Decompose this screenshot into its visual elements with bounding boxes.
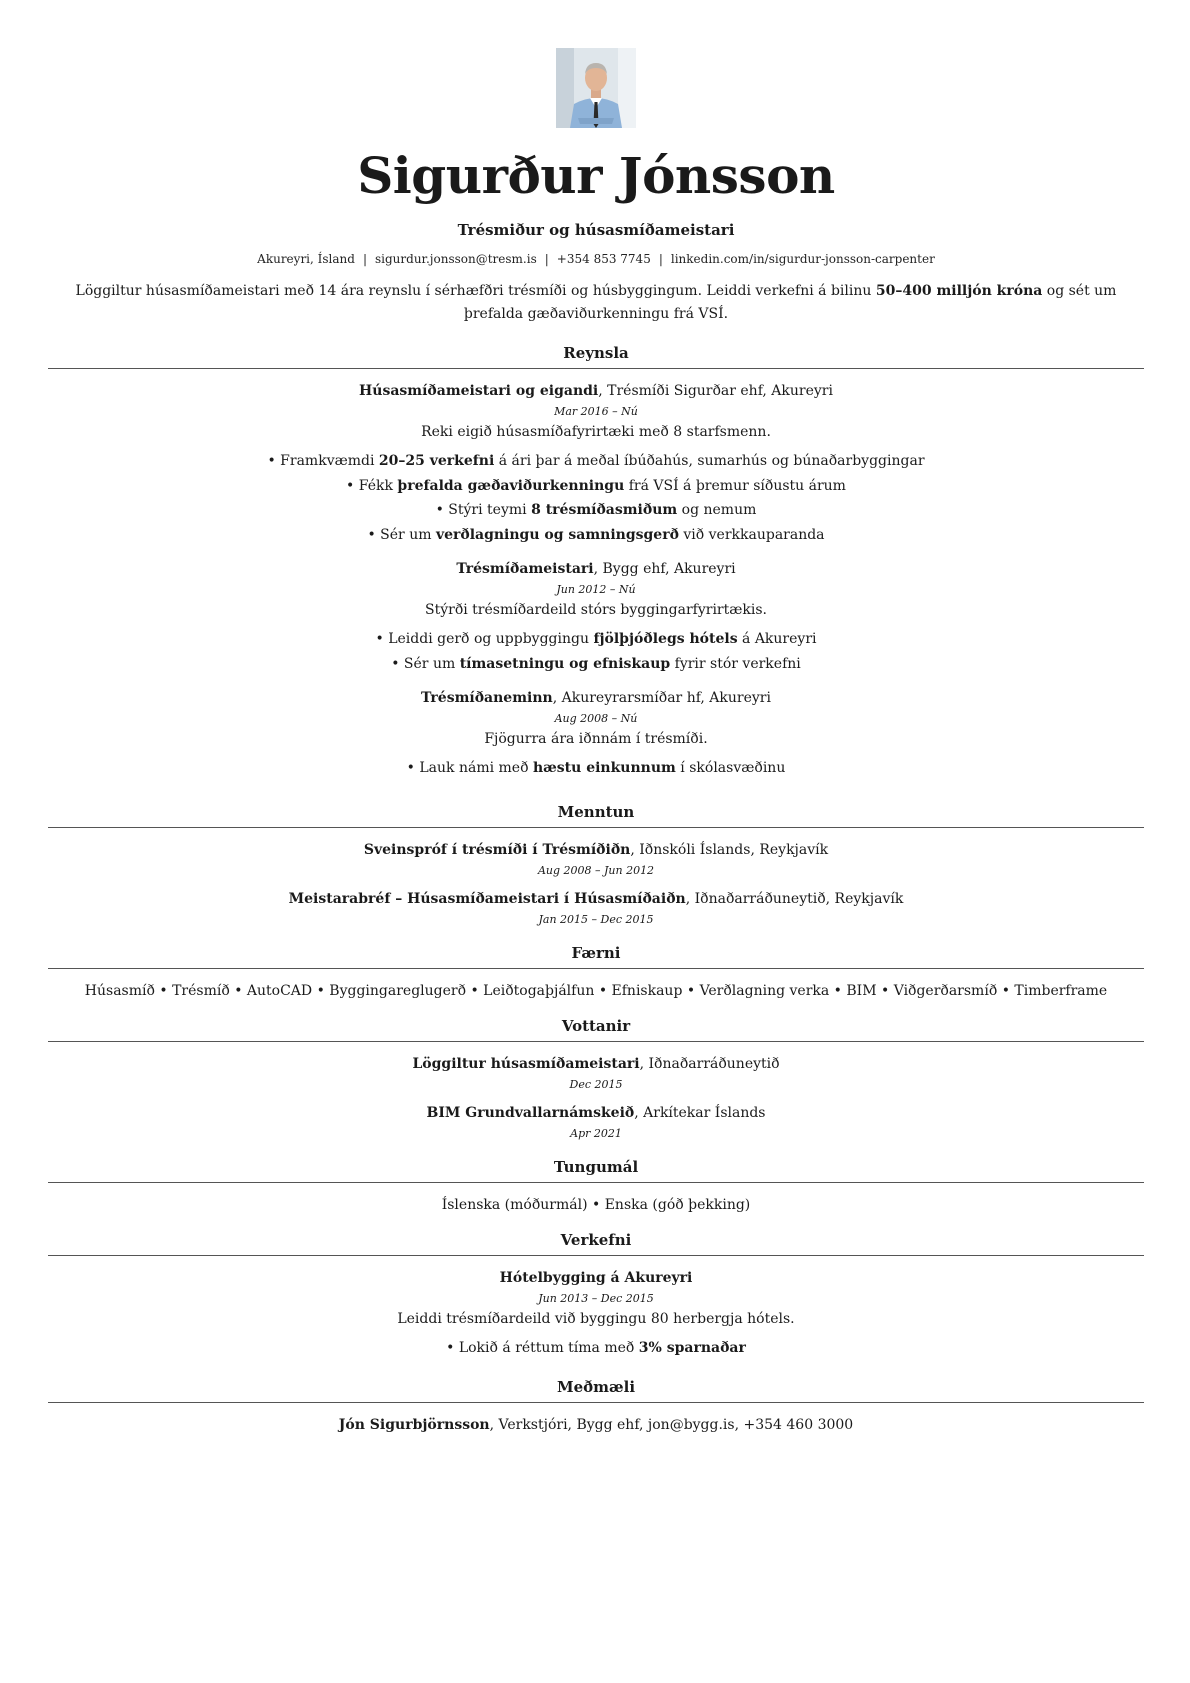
reference-entry (48, 1417, 1144, 1433)
section-education (48, 803, 1144, 926)
emphasis-text: 20–25 verkefni (378, 453, 495, 469)
text-run: í skólasvæðinu (675, 760, 786, 776)
entry-organization: , Iðnskóli Íslands, Reykjavík (630, 841, 829, 858)
entry-organization: , Iðnaðarráðuneytið (639, 1055, 780, 1072)
section-projects (48, 1231, 1144, 1361)
entry-date: Jan 2015 – Dec 2015 (538, 912, 654, 926)
text-run: • Sér um (391, 655, 460, 672)
text-run: frá VSÍ á þremur síðustu árum (624, 477, 846, 494)
bullet-item (48, 756, 1144, 781)
text-run: við verkkauparanda (678, 526, 825, 543)
text-run: og sét um þrefalda gæðaviðurkenningu frá VSÍ. (463, 283, 1117, 322)
entry-date: Aug 2008 – Nú (554, 712, 638, 725)
emphasis-text: þrefalda gæðaviðurkenningu (397, 477, 625, 494)
text-run: • Lauk námi með (406, 760, 533, 776)
entry-role: Sveinspróf í trésmíði í Trésmíðiðn (363, 841, 631, 858)
bullet-item (48, 498, 1144, 523)
entry (48, 690, 1144, 781)
text-run: • Framkvæmdi (267, 453, 379, 469)
emphasis-text: fjölþjóðlegs hótels (593, 631, 738, 647)
emphasis-text: 3% sparnaðar (638, 1339, 746, 1356)
entry-date: Mar 2016 – Nú (554, 405, 638, 418)
entry-description: Reki eigið húsasmíðafyrirtæki með 8 starfsmenn. (421, 424, 771, 440)
entry-description: Fjögurra ára iðnnám í trésmíði. (484, 731, 708, 747)
bullet-list (48, 756, 1144, 781)
entry-role: Meistarabréf – Húsasmíðameistari í Húsasmíðaiðn (288, 890, 686, 907)
entry (48, 1270, 1144, 1361)
text-run: Löggiltur húsasmíðameistari með 14 ára reynslu í sérhæfðri trésmíði og húsbyggingum. Leiddi verkefni á bilinu (75, 283, 876, 299)
entry-date: Jun 2012 – Nú (556, 583, 636, 596)
emphasis-text: verðlagningu og samningsgerð (435, 526, 679, 543)
contact-email[interactable]: sigurdur.jonsson@tresm.is (375, 252, 537, 266)
entry-role: Trésmíðaneminn (421, 690, 553, 706)
candidate-name: Sigurður Jónsson (357, 146, 835, 205)
reference-name: Jón Sigurbjörnsson (338, 1417, 490, 1433)
entry-heading (48, 690, 1144, 706)
section-languages (48, 1158, 1144, 1213)
bullet-item (48, 474, 1144, 499)
section-heading: Menntun (48, 803, 1144, 828)
entry-role: Hótelbygging á Akureyri (499, 1269, 693, 1286)
text-run: á ári þar á meðal íbúðahús, sumarhús og búnaðarbyggingar (494, 453, 925, 469)
entry-heading (48, 842, 1144, 858)
entry-heading (48, 1270, 1144, 1286)
text-run: • Lokið á réttum tíma með (446, 1339, 639, 1356)
entry-heading (48, 1056, 1144, 1072)
bullet-item (48, 1336, 1144, 1361)
entry (48, 891, 1144, 926)
entry (48, 561, 1144, 676)
section-heading: Meðmæli (48, 1378, 1144, 1403)
section-heading: Reynsla (48, 344, 1144, 369)
section-references (48, 1378, 1144, 1433)
text-run: • Sér um (367, 526, 436, 543)
job-title: Trésmiður og húsasmíðameistari (457, 221, 735, 239)
text-run: fyrir stór verkefni (670, 655, 801, 672)
section-heading: Tungumál (48, 1158, 1144, 1183)
text-run: • Leiddi gerð og uppbyggingu (375, 631, 594, 647)
entry-organization: , Bygg ehf, Akureyri (593, 561, 736, 577)
entry-date: Apr 2021 (570, 1126, 622, 1140)
bullet-item (48, 652, 1144, 677)
education-list (48, 842, 1144, 926)
projects-list (48, 1270, 1144, 1361)
bullet-item (48, 449, 1144, 474)
entry-role: Löggiltur húsasmíðameistari (412, 1055, 640, 1072)
entry-role: Húsasmíðameistari og eigandi (359, 383, 599, 399)
languages-list: Íslenska (móðurmál) • Enska (góð þekking) (441, 1196, 751, 1213)
bullet-list (48, 627, 1144, 676)
entry-heading (48, 561, 1144, 577)
entry-date: Aug 2008 – Jun 2012 (537, 863, 655, 877)
section-skills (48, 944, 1144, 999)
skills-list: Húsasmíð • Trésmíð • AutoCAD • Byggingareglugerð • Leiðtogaþjálfun • Efniskaup • Verðlagning verka • BIM • Viðgerðarsmíð • Timberframe (84, 982, 1108, 999)
bullet-item (48, 627, 1144, 652)
entry (48, 842, 1144, 877)
profile-photo (556, 48, 636, 128)
entry-organization: , Iðnaðarráðuneytið, Reykjavík (685, 890, 904, 907)
section-heading: Verkefni (48, 1231, 1144, 1256)
emphasis-text: hæstu einkunnum (532, 760, 676, 776)
entry-role: Trésmíðameistari (456, 561, 594, 577)
contact-location: Akureyri, Ísland (257, 252, 355, 266)
entry-date: Jun 2013 – Dec 2015 (538, 1291, 654, 1305)
entry-organization: , Akureyrarsmíðar hf, Akureyri (552, 690, 771, 706)
entry-description: Leiddi trésmíðardeild við byggingu 80 herbergja hótels. (397, 1310, 795, 1327)
entry-heading (48, 1105, 1144, 1121)
reference-details: , Verkstjóri, Bygg ehf, jon@bygg.is, +354 460 3000 (489, 1417, 854, 1433)
bullet-list (48, 1336, 1144, 1361)
contact-phone[interactable]: +354 853 7745 (556, 252, 651, 266)
entry-heading (48, 383, 1144, 399)
contact-linkedin[interactable]: linkedin.com/in/sigurdur-jonsson-carpenter (670, 252, 935, 266)
bullet-list (48, 449, 1144, 547)
certifications-list (48, 1056, 1144, 1140)
emphasis-text: 50–400 milljón króna (875, 283, 1043, 299)
entry-description: Stýrði trésmíðardeild stórs byggingarfyrirtækis. (425, 602, 767, 618)
section-heading: Vottanir (48, 1017, 1144, 1042)
text-run: á Akureyri (737, 631, 817, 647)
entry (48, 1056, 1144, 1091)
contact-line: Akureyri, Ísland | sigurdur.jonsson@tresm.is | +354 853 7745 | linkedin.com/in/sigurdur-jonsson-carpenter (257, 252, 935, 266)
bullet-item (48, 523, 1144, 548)
text-run: og nemum (677, 502, 757, 518)
text-run: • Stýri teymi (435, 502, 532, 518)
text-run: • Fékk (346, 477, 398, 494)
section-heading: Færni (48, 944, 1144, 969)
entry-organization: , Trésmíði Sigurðar ehf, Akureyri (598, 383, 833, 399)
summary (48, 280, 1144, 326)
entry-heading (48, 891, 1144, 907)
section-certifications (48, 1017, 1144, 1140)
entry-organization: , Arkítekar Íslands (634, 1104, 766, 1121)
entry (48, 1105, 1144, 1140)
emphasis-text: tímasetningu og efniskaup (459, 655, 671, 672)
section-experience (48, 344, 1144, 781)
experience-list (48, 383, 1144, 781)
entry-role: BIM Grundvallarnámskeið (426, 1104, 635, 1121)
entry (48, 383, 1144, 547)
entry-date: Dec 2015 (569, 1077, 623, 1091)
resume-page (48, 48, 1144, 1433)
emphasis-text: 8 trésmíðasmiðum (531, 502, 678, 518)
